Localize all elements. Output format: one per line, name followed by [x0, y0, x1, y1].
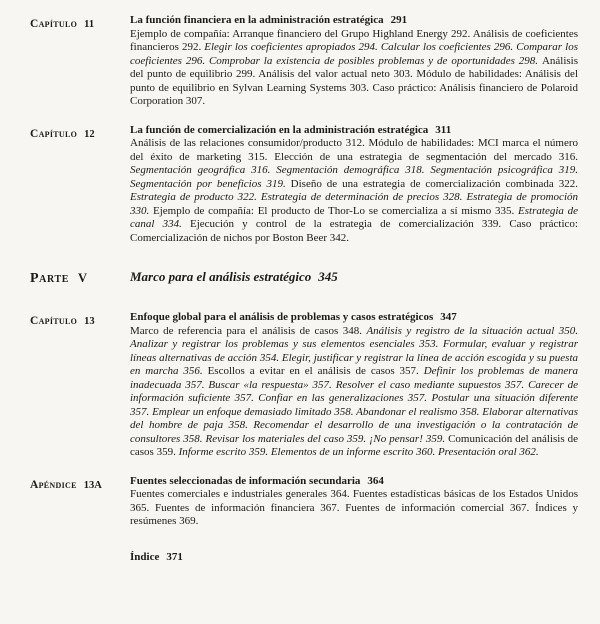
toc-section-text: Análisis del punto de equilibrio 299. Análisis del valor actual neto 303. Módulo de habilidades: Análisis del punto de equilibrio en Sylvan Learning Systems 303. Caso práctico: Análisis financiero de Polaroid Corporation 307. — [130, 54, 578, 107]
toc-section-text: Fuentes comerciales e industriales generales 364. Fuentes estadísticas básicas de los Estados Unidos 365. Fuentes de información financiera 367. Fuentes de información comercial 367. Índices y resúmenes 369. — [130, 488, 578, 527]
chapter-title — [130, 311, 578, 325]
chapter-title-text: Enfoque global para el análisis de problemas y casos estratégicos — [130, 311, 434, 323]
toc-section-text: Análisis de las relaciones consumidor/producto 312. Módulo de habilidades: MCI marca el número del éxito de marketing 315. Elección de una estrategia de segmentación del mercado 316. — [130, 137, 578, 163]
entry-number: 13 — [84, 316, 95, 327]
toc-subsection-italic: Definir los problemas de manera inadecuada 357. Buscar «la respuesta» 357. Resolver el caso mediante supuestos 357. Carecer de información suficiente 357. Confiar en las generalizaciones 357. Postular una situación diferente 357. Emplear un enfoque demasiado limitado 358. Abandonar el realismo 358. Elaborar alternativas del hombre de paja 358. Recomendar el desarrollo de una investigación o la contratación de consultores 358. Revisar los materiales del caso 359. ¡No pensar! 359. — [130, 365, 578, 445]
entry-label-block — [30, 14, 130, 32]
part-title-text: Marco para el análisis estratégico — [130, 269, 312, 284]
entry-content — [130, 269, 578, 284]
entry-number: V — [77, 271, 88, 285]
entry-label: Capítulo — [30, 18, 78, 30]
appendix-page-number: 364 — [367, 474, 384, 487]
entry-number: 11 — [84, 19, 95, 30]
chapter-body — [130, 28, 578, 109]
entry-content — [130, 14, 578, 109]
toc-section-text: Ejemplo de compañía: Arranque financiero del Grupo Highland Energy 292. Análisis de coeficientes financieros 292. — [130, 27, 578, 53]
entry-label-block — [30, 124, 130, 142]
entry-label: Capítulo — [30, 315, 78, 327]
toc-entry-index — [30, 551, 578, 565]
chapter-page-number: 311 — [435, 123, 452, 136]
entry-label: Parte — [30, 271, 69, 286]
entry-number: 13A — [83, 479, 102, 491]
entry-content — [130, 551, 578, 565]
toc-section-text: Ejecución y control de la estrategia de comercialización 339. Caso práctico: Comercialización de nichos por Boston Beer 342. — [130, 218, 578, 244]
entry-label-block — [30, 311, 130, 329]
toc-subsection-italic: Estrategia de producto 322. Estrategia de determinación de precios 328. Estrategia de promoción 330. — [130, 191, 578, 217]
toc-entry-chapter-13 — [30, 311, 578, 460]
chapter-title-text: La función de comercialización en la administración estratégica — [130, 123, 429, 136]
toc-section-text: Ejemplo de compañía: El producto de Thor-Lo se comercializa a sí mismo 335. — [153, 204, 519, 217]
chapter-body — [130, 325, 578, 460]
appendix-body — [130, 488, 578, 529]
toc-entry-part-v — [30, 269, 578, 287]
toc-subsection-italic: Segmentación geográfica 316. Segmentación demográfica 318. Segmentación psicográfica 319. Segmentación por beneficios 319. — [130, 164, 578, 190]
part-page-number: 345 — [318, 269, 338, 284]
entry-content — [130, 311, 578, 460]
entry-content — [130, 475, 578, 529]
entry-label: Capítulo — [30, 127, 78, 140]
chapter-page-number: 291 — [390, 14, 408, 26]
toc-entry-chapter-11 — [30, 14, 578, 109]
entry-number: 12 — [84, 128, 95, 140]
toc-subsection-italic: Estrategia de canal 334. — [130, 204, 579, 230]
toc-entry-chapter-12 — [30, 124, 578, 246]
index-title-text: Índice — [130, 550, 160, 563]
index-page-number: 371 — [166, 550, 183, 563]
part-title — [130, 269, 578, 284]
toc-section-text: Diseño de una estrategia de comercialización combinada 322. — [290, 177, 578, 190]
toc-subsection-italic: Análisis y registro de la situación actual 350. Analizar y registrar los problemas y sus elementos esenciales 353. Formular, evaluar y registrar líneas alternativas de acción 354. Elegir, justificar y registrar la línea de acción escogida y su puesta en marcha 356. — [130, 324, 578, 377]
entry-label-block — [30, 475, 130, 493]
entry-label: Apéndice — [30, 478, 77, 491]
entry-label-block — [30, 269, 130, 287]
chapter-title-text: La función financiera en la administración estratégica — [130, 14, 384, 26]
chapter-body — [130, 137, 578, 245]
toc-section-text: Comunicación del análisis de casos 359. — [130, 432, 579, 458]
toc-entry-appendix-13a — [30, 475, 578, 529]
chapter-title — [130, 124, 578, 138]
toc-subsection-italic: Informe escrito 359. Elementos de un informe escrito 360. Presentación oral 362. — [178, 446, 539, 458]
toc-section-text: Escollos a evitar en el análisis de casos 357. — [207, 365, 424, 377]
appendix-title — [130, 475, 578, 489]
chapter-page-number: 347 — [440, 311, 457, 323]
chapter-title — [130, 14, 578, 28]
toc-subsection-italic: Elegir los coeficientes apropiados 294. Calcular los coeficientes 296. Comparar los coeficientes 296. Comprobar la existencia de posibles problemas y de oportunidades 298. — [130, 41, 578, 67]
toc-section-text: Marco de referencia para el análisis de casos 348. — [130, 324, 367, 337]
index-title — [130, 551, 578, 565]
appendix-title-text: Fuentes seleccionadas de información secundaria — [130, 474, 361, 487]
entry-content — [130, 124, 578, 246]
